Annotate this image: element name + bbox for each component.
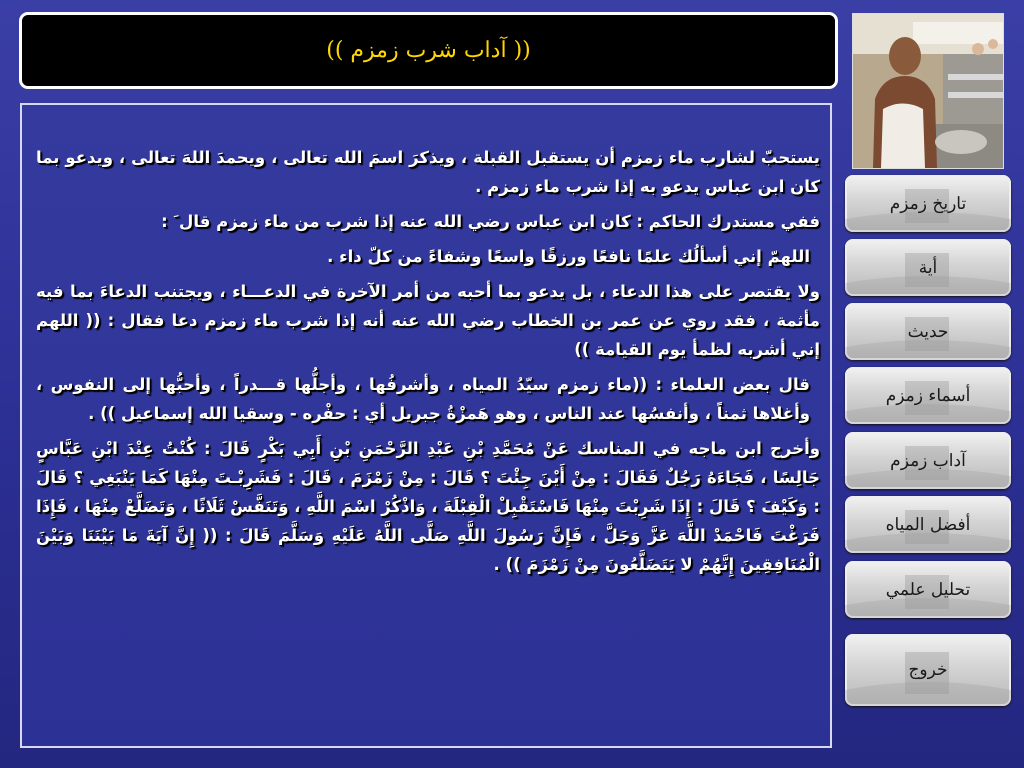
nav-label-zamzam-names: أسماء زمزم <box>885 385 971 406</box>
nav-label-hadith: حديث <box>907 321 949 342</box>
paragraph-5: قال بعض العلماء : ((ماء زمزم سيّدُ المياه ، وأشرفُها ، وأجلُّها قـــدراً ، وأحبُّها إلى النفوس ، وأغلاها ثمناً ، وأنفسُها عند الناس ، وهو هَمزْةُ جبريل أي : حفْره - وسقيا الله إسماعيل )) . <box>36 375 810 423</box>
nav-label-zamzam-history: تاريخ زمزم <box>889 193 967 214</box>
zamzam-photo-image <box>853 14 1003 168</box>
content-panel <box>20 103 832 748</box>
title-bar <box>19 12 838 89</box>
paragraph-6: وأخرج ابن ماجه في المناسك عَنْ مُحَمَّدِ بْنِ عَبْدِ الرَّحْمَنِ بْنِ أَبِي بَكْرٍ قَالَ : كُنْتُ عِنْدَ ابْنِ عَبَّاسٍ جَالِسًا ، فَجَاءَهُ رَجُلٌ فَقَالَ : مِنْ أَيْنَ جِئْتَ ؟ قَالَ : مِنْ زَمْزَمَ ، قَالَ : فَشَرِبْـتَ مِنْهَا كَمَا يَنْبَغِي ؟ قَالَ : وَكَيْفَ ؟ قَالَ : إِذَا شَرِبْتَ مِنْهَا فَاسْتَقْبِلْ الْقِبْلَةَ ، وَاذْكُرْ اسْمَ اللَّهِ ، وَتَنَفَّسْ ثَلَاثًا ، وَتَضَلَّعْ مِنْهَا ، فَإِذَا فَرَغْتَ فَاحْمَدْ اللَّهَ عَزَّ وَجَلَّ ، فَإِنَّ رَسُولَ اللَّهِ صَلَّى اللَّهُ عَلَيْهِ وَسَلَّمَ قَالَ : (( إِنَّ آيَةَ مَا بَيْنَنَا وَبَيْنَ الْمُنَافِقِينَ إِنَّهُمْ لا يَتَضَلَّعُونَ مِنْ زَمْزَمَ )) . <box>36 439 820 574</box>
nav-button-hadith[interactable] <box>845 303 1011 360</box>
paragraph-3: اللهمّ إني أسألُك علمًا نافعًا ورزقًا واسعًا وشفاءً من كلّ داء . <box>327 247 810 266</box>
nav-button-zamzam-history[interactable] <box>845 175 1011 232</box>
paragraph-2: ففي مستدرك الحاكم : كان ابن عباس رضي الله عنه إذا شرب من ماء زمزم قال َ : <box>161 212 820 231</box>
zamzam-photo <box>852 13 1004 169</box>
nav-label-zamzam-etiquette: آداب زمزم <box>890 450 966 471</box>
nav-button-best-waters[interactable] <box>845 496 1011 553</box>
nav-label-exit: خروج <box>908 660 948 680</box>
page-title: (( آداب شرب زمزم )) <box>326 38 531 63</box>
nav-label-best-waters: أفضل المياه <box>885 514 971 535</box>
nav-label-scientific-analysis: تحليل علمي <box>885 579 971 600</box>
nav-button-exit[interactable] <box>845 634 1011 706</box>
nav-button-zamzam-etiquette[interactable] <box>845 432 1011 489</box>
nav-button-verse[interactable] <box>845 239 1011 296</box>
nav-button-zamzam-names[interactable] <box>845 367 1011 424</box>
nav-label-verse: أية <box>918 257 938 278</box>
paragraph-1: يستحبّ لشارب ماء زمزم أن يستقبل القبلة ، ويذكرَ اسمَ الله تعالى ، ويحمدَ اللهَ تعالى ، ويدعو بما كان ابن عباس يدعو به إذا شرب ماء زمزم . <box>36 148 820 196</box>
paragraph-4: ولا يقتصر على هذا الدعاء ، بل يدعو بما أحبه من أمر الآخرة في الدعـــاء ، ويجتنب الدعاءَ بما فيه مأثمة ، فقد روي عن عمر بن الخطاب رضي الله عنه أنه إذا شرب ماء زمزم دعا فقال : (( اللهم إني أشربه لظمأ يوم القيامة )) <box>36 282 820 359</box>
nav-button-scientific-analysis[interactable] <box>845 561 1011 618</box>
